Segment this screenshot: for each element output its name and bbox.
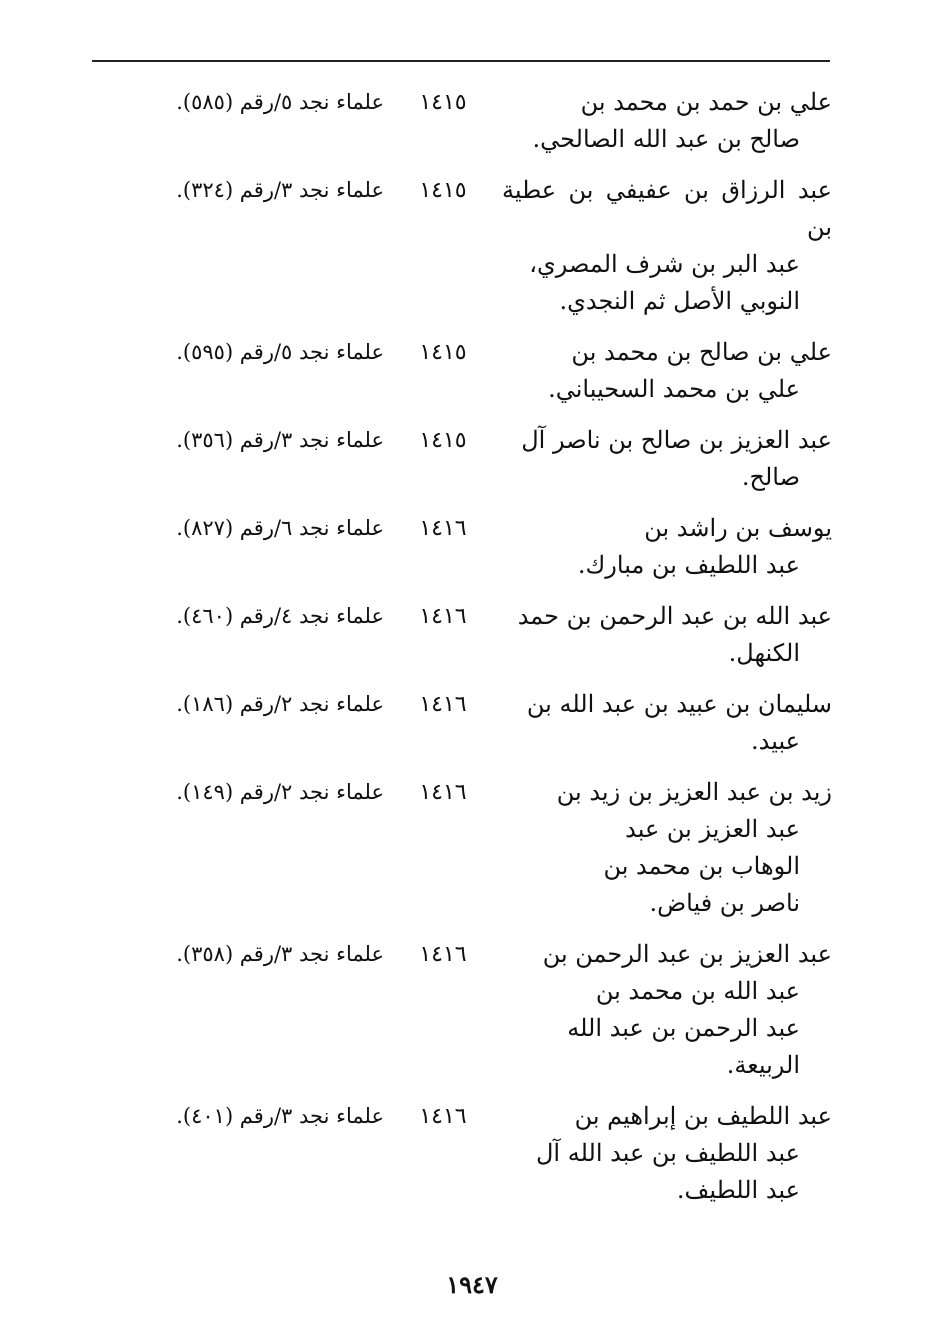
entry-row xyxy=(130,334,832,408)
entry-name xyxy=(502,598,832,672)
entry-year: ١٤١٦ xyxy=(419,516,467,541)
entry-year: ١٤١٦ xyxy=(419,942,467,967)
entry-name xyxy=(502,422,832,496)
entry-name-line: زيد بن عبد العزيز بن زيد بن xyxy=(556,778,832,806)
entry-name xyxy=(502,936,832,1084)
entry-year: ١٤١٦ xyxy=(419,780,467,805)
entry-source: علماء نجد ٣/رقم (٣٢٤). xyxy=(176,178,384,202)
entry-name-line: عبد اللطيف بن إبراهيم بن xyxy=(574,1102,832,1130)
entry-name-line: علي بن محمد السحيباني. xyxy=(548,375,800,403)
entry-source: علماء نجد ٢/رقم (١٤٩). xyxy=(176,780,384,804)
entry-row xyxy=(130,936,832,1084)
entry-source: علماء نجد ٣/رقم (٤٠١). xyxy=(176,1104,384,1128)
entry-row xyxy=(130,598,832,672)
entry-name-line: عبد العزيز بن صالح بن ناصر آل xyxy=(521,426,832,454)
page-number: ١٩٤٧ xyxy=(446,1270,498,1299)
entry-name-line: عبد الله بن محمد بن xyxy=(595,977,800,1005)
entry-name-line: عبد العزيز بن عبد الرحمن بن xyxy=(542,940,832,968)
entry-source: علماء نجد ٣/رقم (٣٥٨). xyxy=(176,942,384,966)
entry-row xyxy=(130,1098,832,1209)
entry-name xyxy=(502,1098,832,1209)
entry-name-line: علي بن حمد بن محمد بن xyxy=(580,88,832,116)
entry-row xyxy=(130,84,832,158)
entry-name xyxy=(502,172,832,320)
entry-name-line: صالح بن عبد الله الصالحي. xyxy=(532,125,800,153)
entry-name-line: يوسف بن راشد بن xyxy=(644,514,832,542)
entry-name-line: علي بن صالح بن محمد بن xyxy=(571,338,832,366)
entry-name-line: ناصر بن فياض. xyxy=(649,889,800,917)
entry-name-line: عبيد. xyxy=(750,727,800,755)
entry-source: علماء نجد ٥/رقم (٥٩٥). xyxy=(176,340,384,364)
entry-name xyxy=(502,334,832,408)
entry-row xyxy=(130,172,832,320)
entry-year: ١٤١٥ xyxy=(419,340,467,365)
entry-name-line: عبد اللطيف. xyxy=(676,1176,800,1204)
entry-name-line: الكنهل. xyxy=(728,639,800,667)
entry-name xyxy=(502,686,832,760)
entry-name-line: سليمان بن عبيد بن عبد الله بن xyxy=(526,690,832,718)
entry-name-line: عبد العزيز بن عبد xyxy=(625,815,800,843)
header-rule xyxy=(92,60,830,62)
entries-list xyxy=(130,84,832,1223)
entry-name-line: النوبي الأصل ثم النجدي. xyxy=(559,287,800,315)
entry-year: ١٤١٥ xyxy=(419,90,467,115)
entry-name-line: عبد اللطيف بن مبارك. xyxy=(577,551,800,579)
entry-name-line: الربيعة. xyxy=(726,1051,800,1079)
entry-year: ١٤١٦ xyxy=(419,604,467,629)
entry-name xyxy=(502,774,832,922)
entry-source: علماء نجد ٦/رقم (٨٢٧). xyxy=(176,516,384,540)
entry-name-line: الوهاب بن محمد بن xyxy=(603,852,800,880)
entry-row xyxy=(130,774,832,922)
entry-name xyxy=(502,510,832,584)
entry-row xyxy=(130,686,832,760)
entry-name-line: صالح. xyxy=(741,463,800,491)
entry-name-line: عبد الرحمن بن عبد الله xyxy=(567,1014,800,1042)
entry-year: ١٤١٥ xyxy=(419,428,467,453)
entry-name xyxy=(502,84,832,158)
entry-year: ١٤١٦ xyxy=(419,1104,467,1129)
entry-name-line: عبد البر بن شرف المصري، xyxy=(529,250,800,278)
entry-year: ١٤١٦ xyxy=(419,692,467,717)
entry-source: علماء نجد ٤/رقم (٤٦٠). xyxy=(176,604,384,628)
entry-row xyxy=(130,510,832,584)
entry-source: علماء نجد ٣/رقم (٣٥٦). xyxy=(176,428,384,452)
entry-name-line: عبد الله بن عبد الرحمن بن حمد xyxy=(517,602,832,630)
entry-source: علماء نجد ٢/رقم (١٨٦). xyxy=(176,692,384,716)
entry-row xyxy=(130,422,832,496)
entry-source: علماء نجد ٥/رقم (٥٨٥). xyxy=(176,90,384,114)
entry-name-line: عبد اللطيف بن عبد الله آل xyxy=(535,1139,800,1167)
entry-year: ١٤١٥ xyxy=(419,178,467,203)
entry-name-line: عبد الرزاق بن عفيفي بن عطية بن xyxy=(502,176,832,241)
